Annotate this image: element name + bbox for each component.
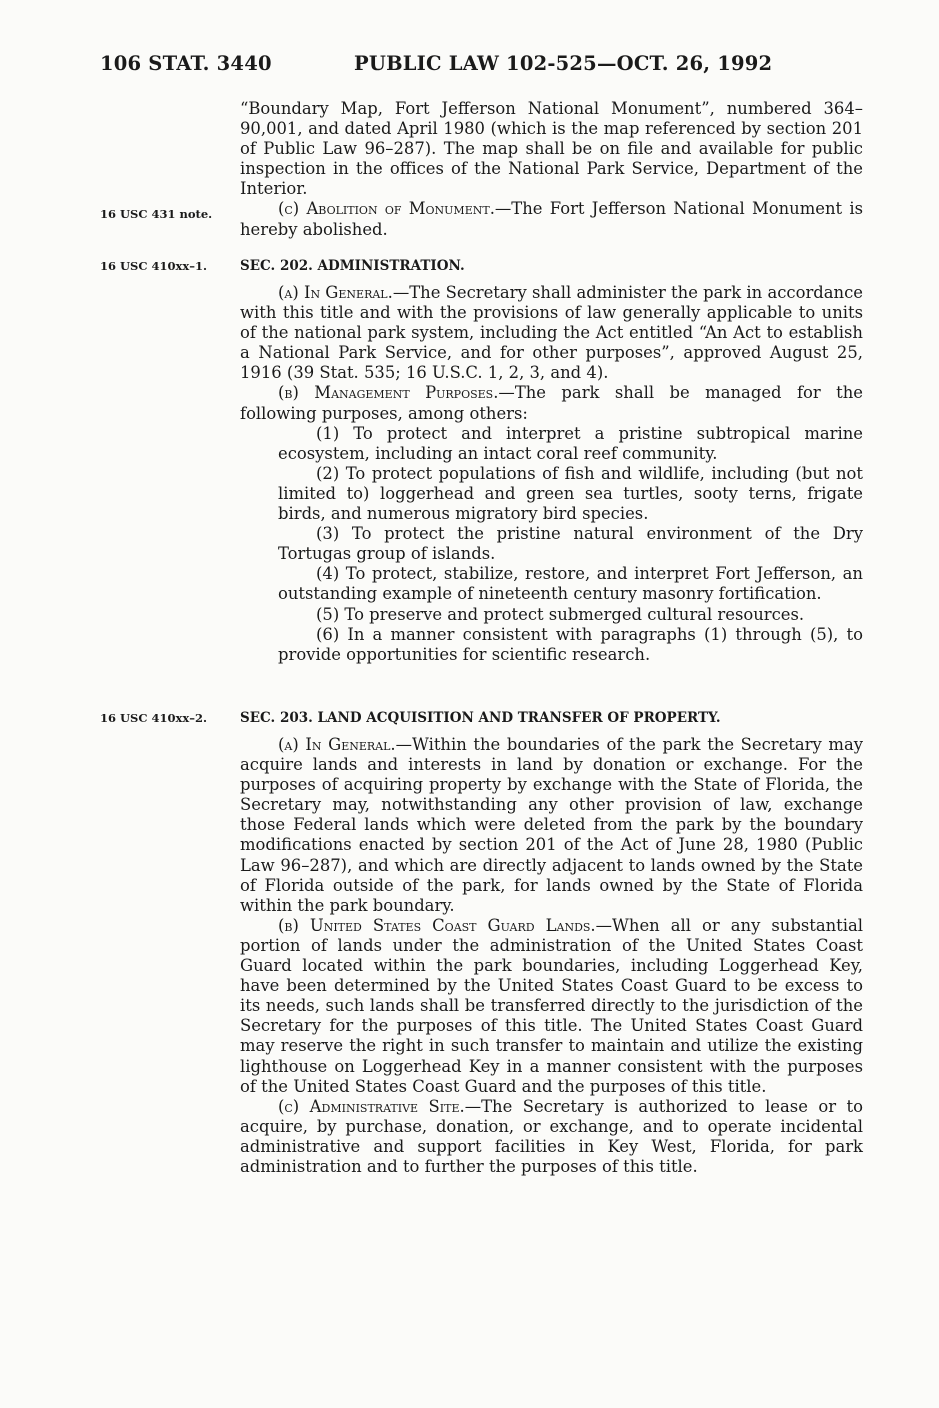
sec203-c-heading: (c) Administrative Site. <box>278 1096 465 1116</box>
sec203-heading: SEC. 203. LAND ACQUISITION AND TRANSFER OF PROPERTY. <box>240 710 721 726</box>
sec203-b-heading: (b) United States Coast Guard Lands. <box>278 915 596 935</box>
sec203-c-text: —The Secretary is authorized to lease or to acquire, by purchase, donation, or exchange, and to operate incidental administrative and support facilities in Key West, Florida, for park administration and to further the purposes of this title. <box>240 1096 863 1176</box>
boundary-map-text: “Boundary Map, Fort Jefferson National Monument”, numbered 364–90,001, and dated April 1980 (which is the map referenced by section 201 of Public Law 96–287). The map shall be on file and available for public inspection in the offices of the National Park Service, Department of the Interior. <box>240 99 863 199</box>
sec202-heading: SEC. 202. ADMINISTRATION. <box>240 258 465 274</box>
sec203-b-paragraph <box>240 916 863 1097</box>
purpose-item-2: (2) To protect populations of fish and wildlife, including (but not limited to) loggerhead and green sea turtles, sooty terns, frigate birds, and numerous migratory bird species. <box>278 463 863 524</box>
sec203-a-text: —Within the boundaries of the park the Secretary may acquire lands and interests in land by donation or exchange. For the purposes of acquiring property by exchange with the State of Florida, the Secretary may, notwithstanding any other provision of law, exchange those Federal lands which were deleted from the park by the boundary modifications enacted by section 201 of the Act of June 28, 1980 (Public Law 96–287), and which are directly adjacent to lands owned by the State of Florida outside of the park, for lands owned by the State of Florida within the park boundary. <box>240 735 863 915</box>
stat-page-number: 106 STAT. 3440 <box>100 52 272 75</box>
sec203-c-paragraph <box>240 1097 863 1177</box>
sec203-body <box>240 735 863 1177</box>
purpose-item-4: (4) To protect, stabilize, restore, and interpret Fort Jefferson, an outstanding example of nineteenth century masonry fortification. <box>278 564 863 604</box>
margin-note-410xx-1: 16 USC 410xx–1. <box>100 259 207 273</box>
purpose-item-1: (1) To protect and interpret a pristine subtropical marine ecosystem, including an intact coral reef community. <box>278 423 863 463</box>
margin-note-431: 16 USC 431 note. <box>100 207 213 221</box>
sec203-a-heading: (a) In General. <box>278 735 396 754</box>
purpose-item-3: (3) To protect the pristine natural environment of the Dry Tortugas group of islands. <box>278 524 863 564</box>
purpose-item-5: (5) To preserve and protect submerged cultural resources. <box>316 604 805 624</box>
sec201-c-paragraph <box>240 199 863 239</box>
sec202-b-text: —The park shall be managed for the following purposes, among others: <box>240 383 863 423</box>
margin-note-410xx-2: 16 USC 410xx–2. <box>100 711 207 725</box>
sec201-c-text: —The Fort Jefferson National Monument is hereby abolished. <box>240 199 863 239</box>
sec202-b-paragraph <box>240 383 863 423</box>
sec202-a-paragraph <box>240 283 863 383</box>
sec202-body <box>240 283 863 665</box>
sec201-c-heading: (c) Abolition of Monument. <box>278 199 495 219</box>
public-law-title: PUBLIC LAW 102-525—OCT. 26, 1992 <box>354 52 773 75</box>
sec202-b-heading: (b) Management Purposes. <box>278 383 499 403</box>
sec203-a-paragraph <box>240 735 863 916</box>
sec203-b-text: —When all or any substantial portion of lands under the administration of the United States Coast Guard located within the park boundaries, including Loggerhead Key, have been determined by the United States Coast Guard to be excess to its needs, such lands shall be transferred directly to the jurisdiction of the Secretary for the purposes of this title. The United States Coast Guard may reserve the right in such transfer to maintain and utilize the existing lighthouse on Loggerhead Key in a manner consistent with the purposes of the United States Coast Guard and the purposes of this title. <box>240 915 863 1096</box>
sec201-continuation <box>240 99 863 240</box>
purpose-item-6: (6) In a manner consistent with paragraphs (1) through (5), to provide opportunities for scientific research. <box>278 624 863 664</box>
sec202-a-heading: (a) In General. <box>278 283 393 302</box>
sec202-a-text: —The Secretary shall administer the park in accordance with this title and with the provisions of law generally applicable to units of the national park system, including the Act entitled “An Act to establish a National Park Service, and for other purposes”, approved August 25, 1916 (39 Stat. 535; 16 U.S.C. 1, 2, 3, and 4). <box>240 283 863 383</box>
